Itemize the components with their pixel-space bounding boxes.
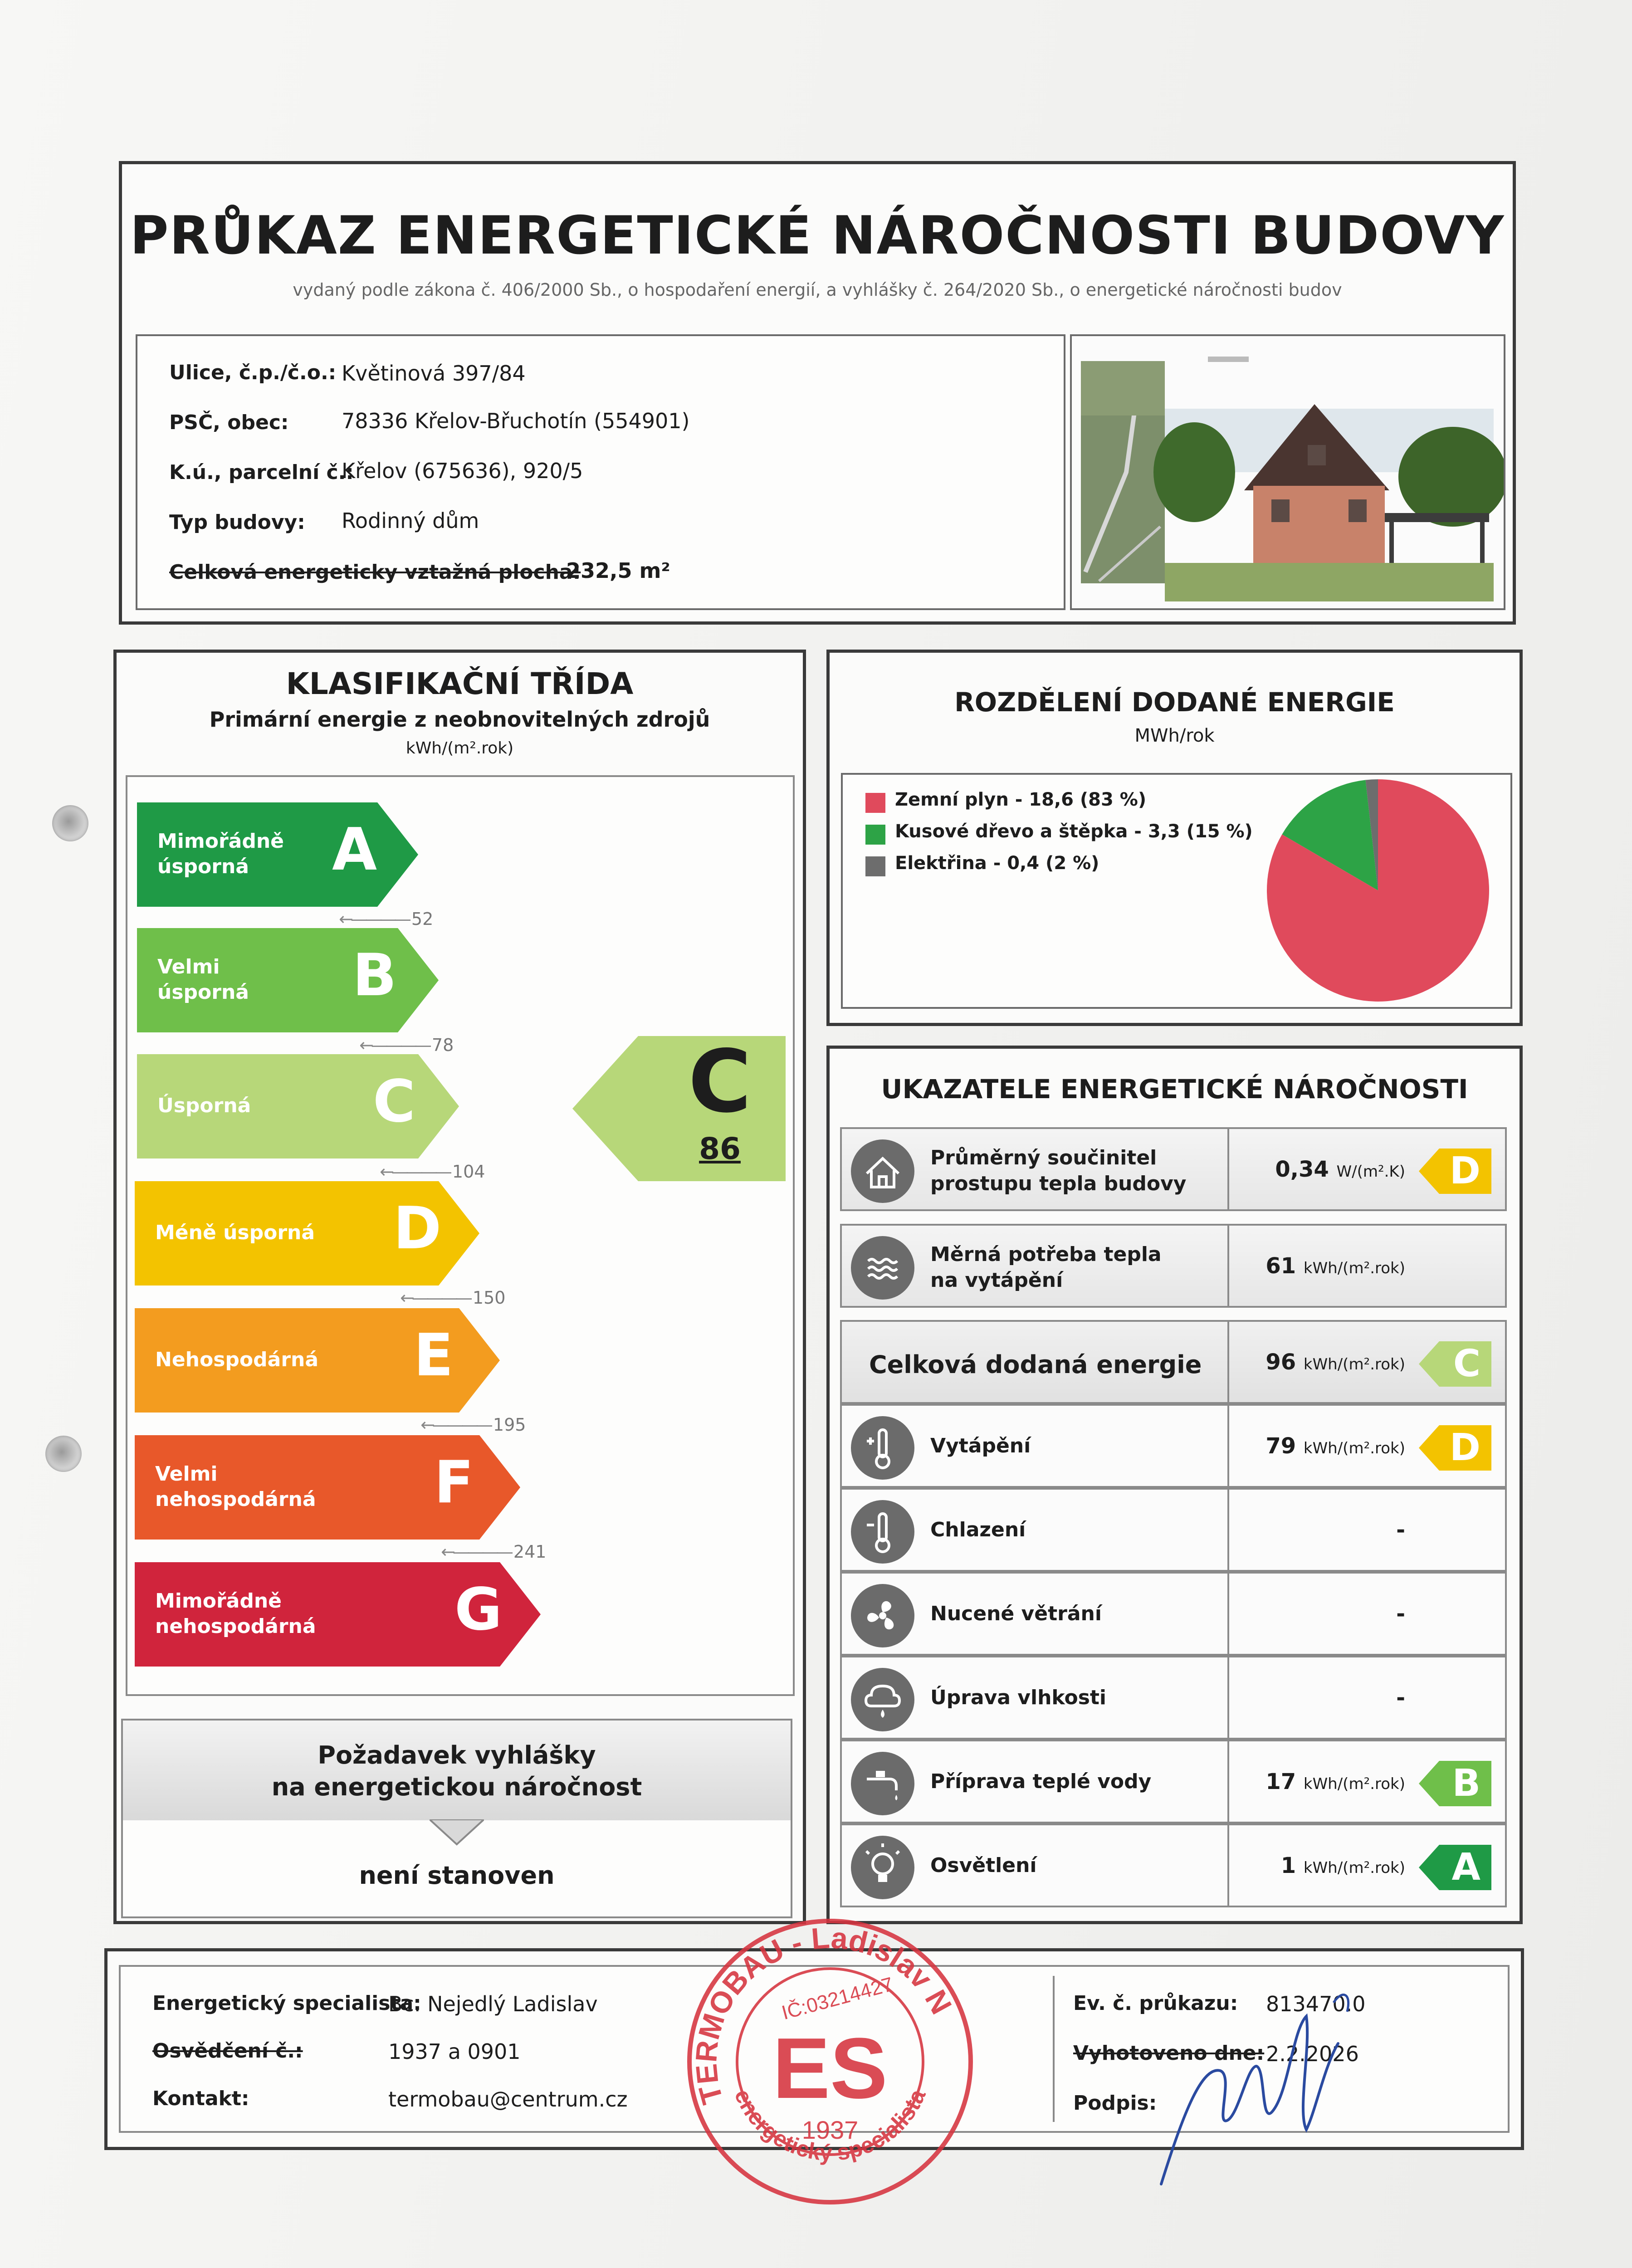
result-class-arrow [572, 1031, 786, 1181]
indicator-row [840, 1740, 1507, 1823]
date-value: 2.2.2026 [1266, 2042, 1359, 2066]
threshold-c-d: ←———— 104 [380, 1162, 485, 1182]
indicator-class-letter: A [1451, 1845, 1481, 1889]
indicator-value: 79 [1266, 1433, 1296, 1459]
class-b-label: Velmi [157, 955, 220, 978]
energy-split-chart-panel [841, 773, 1512, 1009]
indicator-name: Nucené větrání [930, 1602, 1102, 1625]
indicator-value: 0,34 [1275, 1156, 1329, 1182]
indicator-divider [1227, 1226, 1229, 1306]
energy-split-title: ROZDĚLENÍ DODANÉ ENERGIE [954, 687, 1395, 718]
threshold-e-f: ←———— 195 [420, 1415, 526, 1435]
punch-hole [45, 1436, 82, 1472]
indicator-class-tag [1419, 1425, 1491, 1471]
indicator-name: Příprava teplé vody [930, 1769, 1152, 1793]
indicator-unit: W/(m².K) [1336, 1162, 1405, 1181]
indicator-value: 17 [1266, 1769, 1296, 1794]
class-g-label-2: nehospodárná [155, 1615, 316, 1638]
indicator-class-letter: D [1449, 1149, 1481, 1193]
indicator-value: - [1396, 1601, 1405, 1627]
page-title: PRŮKAZ ENERGETICKÉ NÁROČNOSTI BUDOVY [130, 205, 1505, 266]
indicator-name: Chlazení [930, 1518, 1026, 1541]
class-arrow-g [135, 1562, 541, 1667]
indicator-value: 96 [1266, 1349, 1296, 1375]
specialist-stamp [676, 1907, 984, 2216]
faucet-icon [851, 1752, 914, 1815]
threshold-a-b: ←———— 52 [339, 909, 433, 929]
class-a-letter: A [332, 816, 377, 884]
ev-value: 813470.0 [1266, 1992, 1366, 2016]
threshold-b-c: ←———— 78 [359, 1035, 454, 1055]
requirement-title-2: na energetickou náročnost [271, 1773, 642, 1801]
legend-swatch-electricity [865, 856, 885, 876]
indicator-unit: kWh/(m².rok) [1303, 1259, 1405, 1277]
class-g-label: Mimořádně [155, 1589, 282, 1613]
class-d-label: Méně úsporná [155, 1221, 315, 1244]
energy-split-unit: MWh/rok [1134, 725, 1215, 746]
heat-waves-icon [851, 1236, 914, 1300]
requirement-title: Požadavek vyhlášky [318, 1741, 596, 1769]
indicator-row [840, 1224, 1507, 1308]
class-arrow-e [135, 1308, 500, 1413]
indicator-divider [1227, 1406, 1229, 1486]
footer-divider [1053, 1976, 1055, 2122]
indicator-divider [1227, 1741, 1229, 1822]
class-e-letter: E [414, 1322, 454, 1389]
requirement-pointer [430, 1819, 484, 1847]
class-f-letter: F [434, 1449, 474, 1516]
indicator-divider [1227, 1129, 1229, 1209]
contact-label: Kontakt: [152, 2087, 249, 2110]
indicator-divider [1227, 1490, 1229, 1570]
indicators-title: UKAZATELE ENERGETICKÉ NÁROČNOSTI [881, 1074, 1468, 1105]
legend-gas: Zemní plyn - 18,6 (83 %) [895, 789, 1147, 810]
parcel-value: Křelov (675636), 920/5 [342, 459, 583, 483]
indicator-name: Vytápění [930, 1434, 1031, 1457]
thermometer-minus-icon [851, 1500, 914, 1564]
building-photo [1072, 336, 1504, 608]
threshold-d-e: ←———— 150 [400, 1288, 505, 1308]
house-icon [851, 1139, 914, 1203]
cert-label: Osvědčení č.: [152, 2039, 303, 2063]
specialist-label: Energetický specialista: [152, 1992, 421, 2015]
indicator-name: Celková dodaná energie [869, 1350, 1202, 1379]
class-e-label: Nehospodárná [155, 1348, 319, 1371]
class-arrow-f [135, 1435, 520, 1540]
street-label: Ulice, č.p./č.o.: [169, 361, 337, 384]
class-arrow-a [137, 802, 418, 907]
indicator-row [840, 1656, 1507, 1740]
area-value: 232,5 m² [566, 558, 670, 583]
class-arrow-d [135, 1181, 479, 1286]
legend-electricity: Elektřina - 0,4 (2 %) [895, 853, 1099, 874]
indicator-name: Osvětlení [930, 1853, 1037, 1877]
stamp-outer-text: TERMOBAU - Ladislav Nejedlý, [689, 1921, 959, 2108]
indicator-name: Úprava vlhkosti [930, 1686, 1107, 1709]
stamp-number: 1937 [801, 2116, 859, 2144]
class-a-label: Mimořádně [157, 830, 284, 853]
indicator-name-2: na vytápění [930, 1268, 1063, 1292]
energy-pie-chart [1260, 777, 1496, 1004]
indicator-class-letter: C [1453, 1342, 1481, 1385]
indicator-name: Měrná potřeba tepla [930, 1242, 1162, 1266]
indicator-value: - [1396, 1517, 1405, 1543]
classification-title: KLASIFIKAČNÍ TŘÍDA [286, 666, 634, 701]
classification-box [113, 650, 806, 1924]
class-d-letter: D [393, 1195, 442, 1262]
result-class-letter: C [688, 1031, 752, 1132]
indicator-divider [1227, 1574, 1229, 1654]
zip-value: 78336 Křelov-Břuchotín (554901) [342, 409, 690, 433]
indicator-class-tag [1419, 1149, 1491, 1194]
indicator-row [840, 1127, 1507, 1211]
area-label: Celková energeticky vztažná plocha: [169, 561, 581, 584]
legend-swatch-wood [865, 825, 885, 845]
class-c-letter: C [373, 1068, 415, 1135]
type-value: Rodinný dům [342, 508, 479, 533]
result-class-value: 86 [699, 1131, 741, 1166]
humidity-icon [851, 1668, 914, 1731]
stamp-bottom-text: energetický specialista [729, 2085, 931, 2166]
indicator-class-letter: B [1452, 1761, 1481, 1805]
classification-unit: kWh/(m².rok) [406, 739, 514, 758]
fan-icon [851, 1584, 914, 1647]
legend-swatch-gas [865, 793, 885, 813]
header-box [119, 161, 1516, 625]
specialist-value: Bc. Nejedlý Ladislav [388, 1992, 598, 2016]
class-arrow-c [137, 1054, 459, 1158]
indicator-class-tag [1419, 1845, 1491, 1890]
class-c-label: Úsporná [157, 1094, 251, 1117]
bulb-icon [851, 1836, 914, 1899]
indicator-value: 61 [1266, 1253, 1296, 1279]
threshold-f-g: ←———— 241 [441, 1542, 546, 1562]
punch-hole [52, 805, 88, 841]
street-value: Květinová 397/84 [342, 361, 526, 386]
indicator-unit: kWh/(m².rok) [1303, 1858, 1405, 1877]
stamp-ic: IČ:03214427 [779, 1973, 896, 2024]
handwritten-signature [1143, 1975, 1379, 2202]
indicator-row [840, 1320, 1507, 1404]
indicator-class-tag [1419, 1341, 1491, 1387]
indicator-unit: kWh/(m².rok) [1303, 1774, 1405, 1793]
type-label: Typ budovy: [169, 511, 305, 534]
indicator-name-2: prostupu tepla budovy [930, 1172, 1187, 1195]
requirement-panel [121, 1719, 792, 1918]
indicator-row [840, 1823, 1507, 1907]
indicator-unit: kWh/(m².rok) [1303, 1355, 1405, 1374]
indicator-divider [1227, 1322, 1229, 1402]
indicator-row [840, 1572, 1507, 1656]
indicator-name: Průměrný součinitel [930, 1146, 1157, 1169]
indicator-class-tag [1419, 1761, 1491, 1806]
indicator-value: 1 [1280, 1853, 1296, 1878]
indicator-row [840, 1488, 1507, 1572]
energy-split-box [826, 650, 1523, 1026]
sign-label: Podpis: [1073, 2092, 1157, 2115]
building-info-panel [136, 334, 1065, 610]
stamp-logo: ES [772, 2020, 888, 2116]
class-f-label-2: nehospodárná [155, 1488, 316, 1511]
class-arrow-b [137, 928, 439, 1032]
building-photo-frame [1070, 334, 1505, 610]
indicator-value: - [1396, 1685, 1405, 1711]
house-wall [1253, 486, 1385, 565]
class-f-label: Velmi [155, 1462, 218, 1486]
ev-label: Ev. č. průkazu: [1073, 1992, 1238, 2015]
indicator-row [840, 1404, 1507, 1488]
contact-link[interactable]: termobau@centrum.cz [388, 2087, 628, 2112]
parcel-label: K.ú., parcelní č.: [169, 461, 354, 484]
class-a-label-2: úsporná [157, 855, 249, 878]
zip-label: PSČ, obec: [169, 411, 289, 434]
requirement-value: není stanoven [359, 1861, 555, 1890]
indicator-divider [1227, 1657, 1229, 1738]
thermometer-plus-icon [851, 1416, 914, 1480]
class-b-letter: B [352, 942, 397, 1009]
classification-subtitle: Primární energie z neobnovitelných zdrojů [209, 707, 710, 732]
cert-value: 1937 a 0901 [388, 2039, 521, 2064]
class-g-letter: G [454, 1576, 503, 1643]
date-label: Vyhotoveno dne: [1073, 2042, 1265, 2065]
legend-wood: Kusové dřevo a štěpka - 3,3 (15 %) [895, 821, 1253, 842]
indicator-class-letter: D [1449, 1426, 1481, 1469]
class-b-label-2: úsporná [157, 981, 249, 1004]
indicator-divider [1227, 1825, 1229, 1906]
page-subtitle: vydaný podle zákona č. 406/2000 Sb., o hospodaření energií, a vyhlášky č. 264/2020 Sb., o energetické náročnosti budov [293, 280, 1342, 300]
indicator-unit: kWh/(m².rok) [1303, 1439, 1405, 1457]
